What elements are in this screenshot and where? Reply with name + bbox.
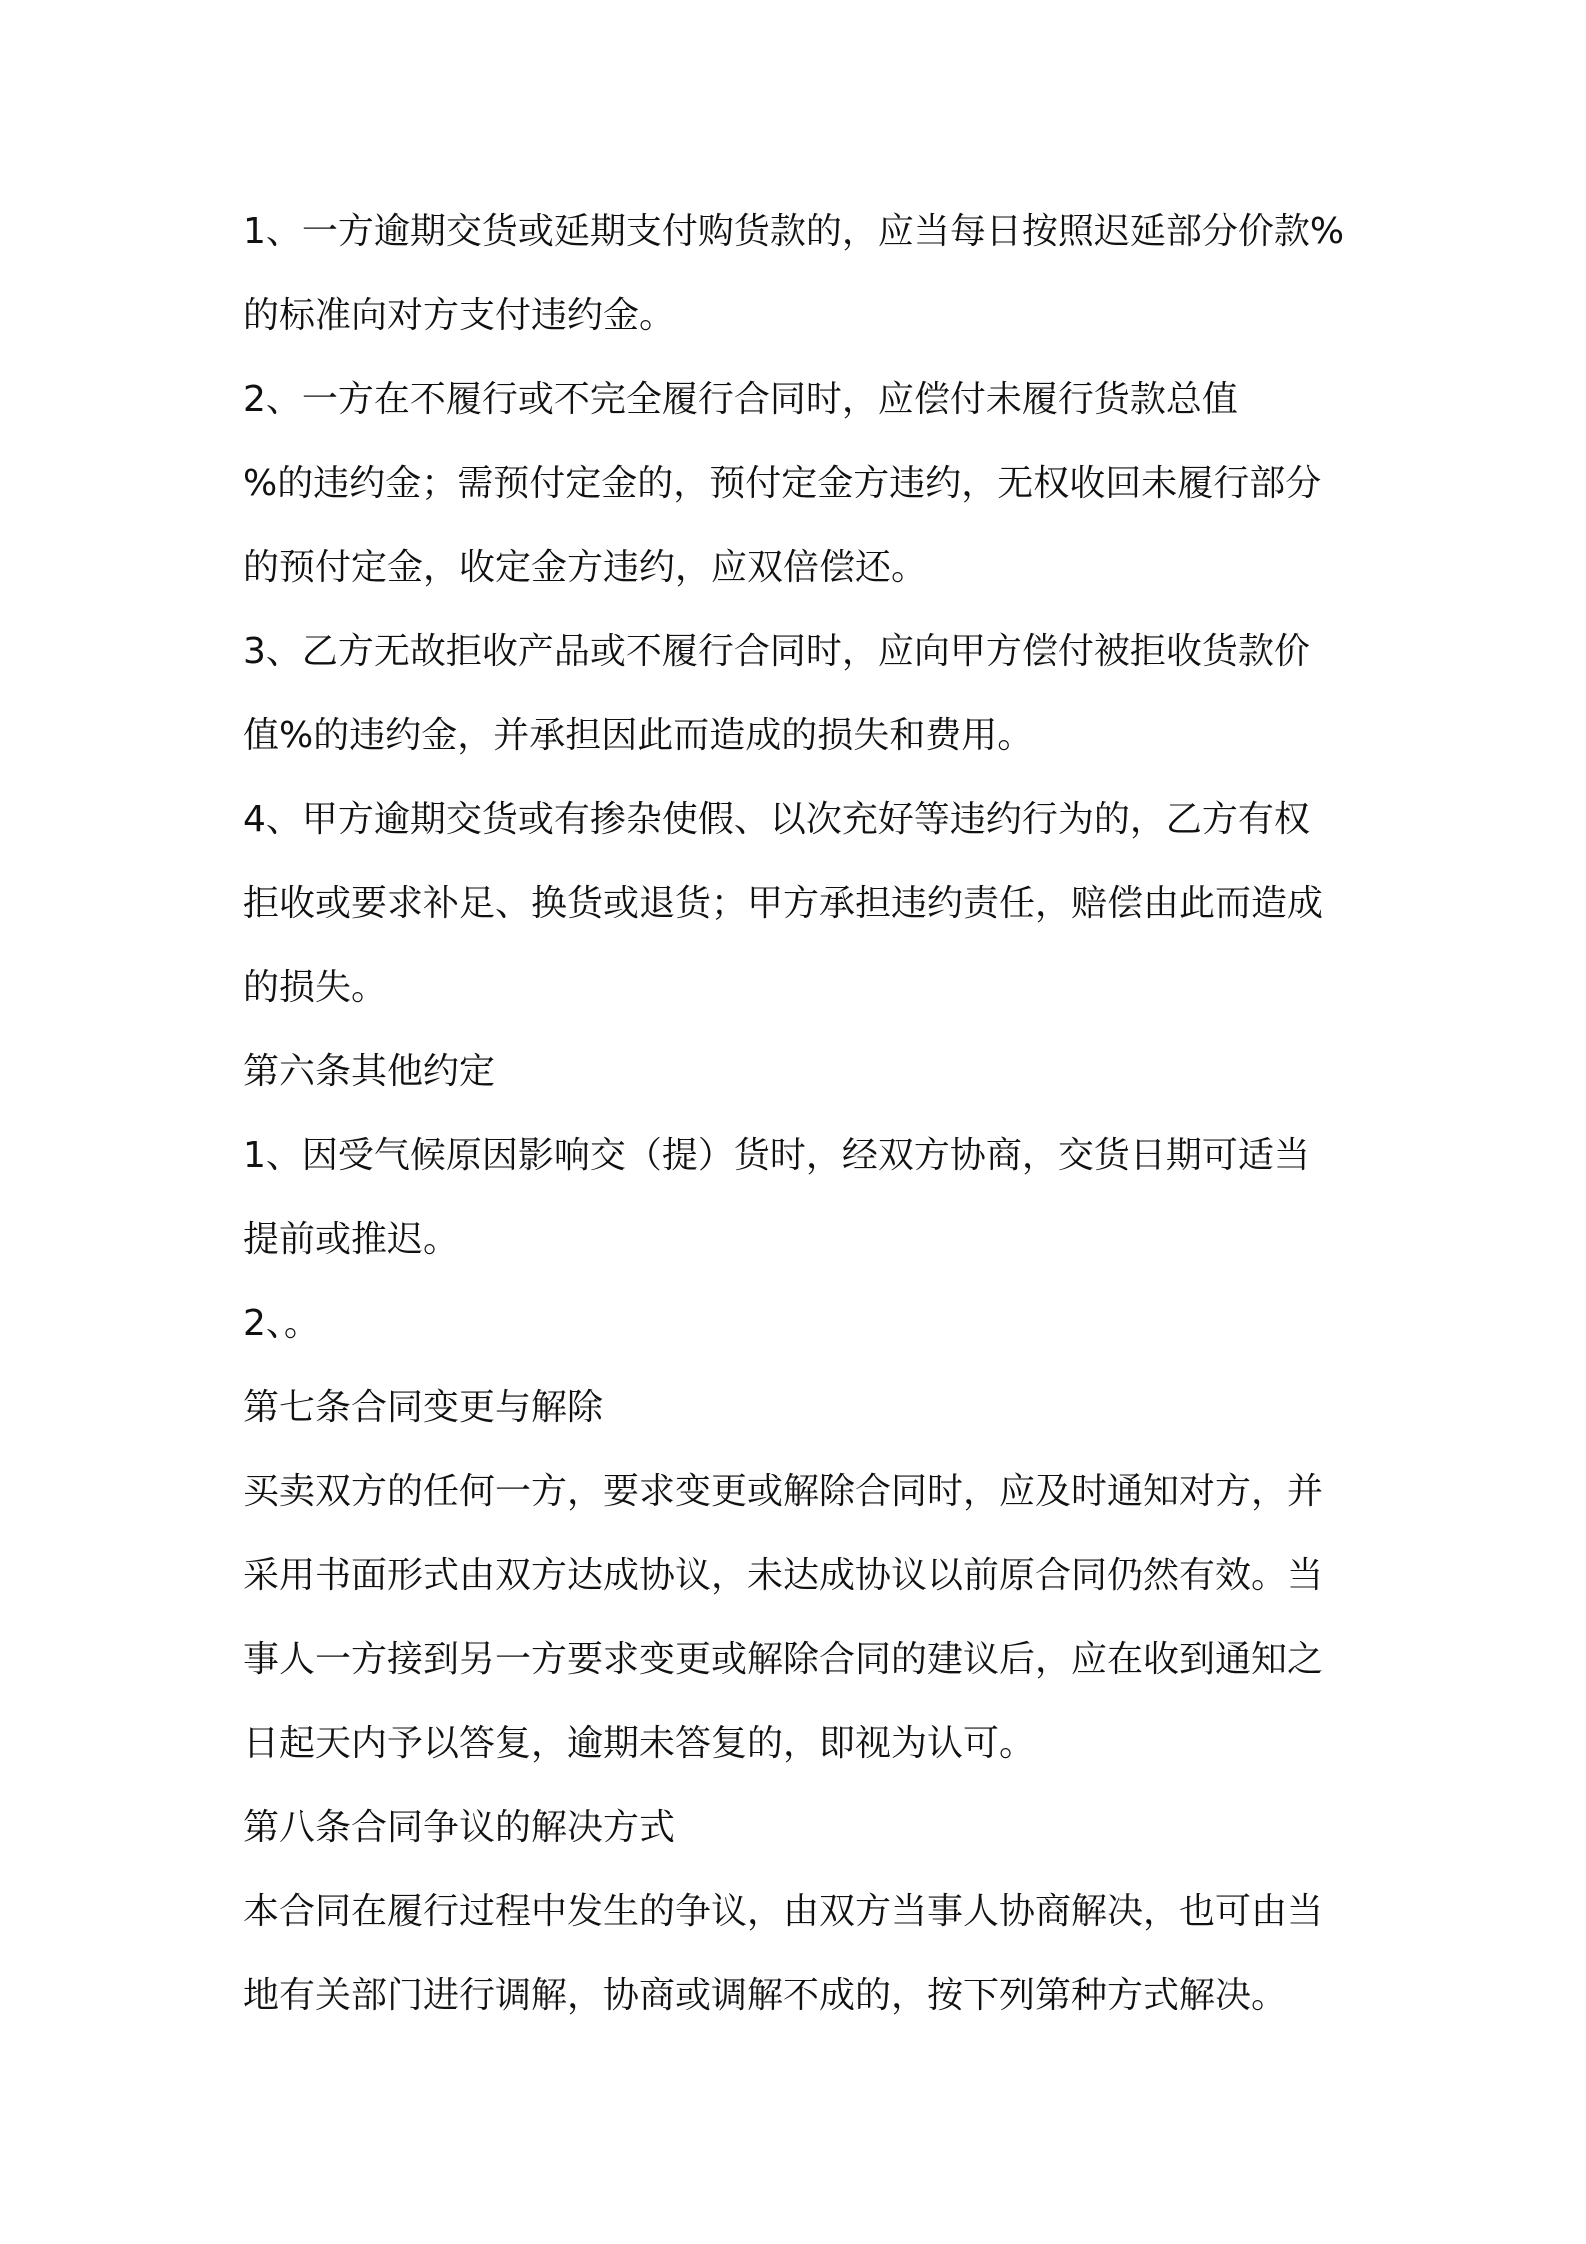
clause-paragraph xyxy=(243,778,1363,1030)
text-line: 的损失。 xyxy=(243,967,388,1008)
text-line: 第八条合同争议的解决方式 xyxy=(243,1807,676,1848)
clause-paragraph xyxy=(243,1450,1363,1786)
text-line: 1、因受气候原因影响交（提）货时，经双方协商，交货日期可适当 xyxy=(243,1135,1310,1176)
text-line: 地有关部门进行调解，协商或调解不成的，按下列第种方式解决。 xyxy=(243,1975,1288,2016)
section-heading xyxy=(243,1366,1363,1450)
clause-paragraph xyxy=(243,1114,1363,1282)
text-line: 的预付定金，收定金方违约，应双倍偿还。 xyxy=(243,547,928,588)
clause-paragraph xyxy=(243,358,1363,610)
text-line: 采用书面形式由双方达成协议，未达成协议以前原合同仍然有效。当 xyxy=(243,1555,1324,1596)
clause-paragraph xyxy=(243,610,1363,778)
text-line: 1、一方逾期交货或延期支付购货款的，应当每日按照迟延部分价款% xyxy=(243,211,1345,252)
text-line: 3、乙方无故拒收产品或不履行合同时，应向甲方偿付被拒收货款价 xyxy=(243,631,1310,672)
section-heading xyxy=(243,1030,1363,1114)
text-line: 4、甲方逾期交货或有掺杂使假、以次充好等违约行为的，乙方有权 xyxy=(243,799,1310,840)
text-line: 买卖双方的任何一方，要求变更或解除合同时，应及时通知对方，并 xyxy=(243,1471,1324,1512)
text-line: 2、。 xyxy=(243,1303,320,1344)
text-line: 提前或推迟。 xyxy=(243,1219,460,1260)
text-line: 2、一方在不履行或不完全履行合同时，应偿付未履行货款总值 xyxy=(243,379,1238,420)
clause-paragraph xyxy=(243,190,1363,358)
section-heading xyxy=(243,1786,1363,1870)
text-line: 日起天内予以答复，逾期未答复的，即视为认可。 xyxy=(243,1723,1036,1764)
text-line: 的标准向对方支付违约金。 xyxy=(243,295,676,336)
text-line: 第六条其他约定 xyxy=(243,1051,496,1092)
clause-paragraph xyxy=(243,1282,1363,1366)
text-line: 拒收或要求补足、换货或退货；甲方承担违约责任，赔偿由此而造成 xyxy=(243,883,1324,924)
document-body xyxy=(243,190,1363,2038)
text-line: 事人一方接到另一方要求变更或解除合同的建议后，应在收到通知之 xyxy=(243,1639,1324,1680)
text-line: 本合同在履行过程中发生的争议，由双方当事人协商解决，也可由当 xyxy=(243,1891,1324,1932)
clause-paragraph xyxy=(243,1870,1363,2038)
text-line: 第七条合同变更与解除 xyxy=(243,1387,604,1428)
text-line: %的违约金；需预付定金的，预付定金方违约，无权收回未履行部分 xyxy=(243,463,1322,504)
text-line: 值%的违约金，并承担因此而造成的损失和费用。 xyxy=(243,715,1034,756)
